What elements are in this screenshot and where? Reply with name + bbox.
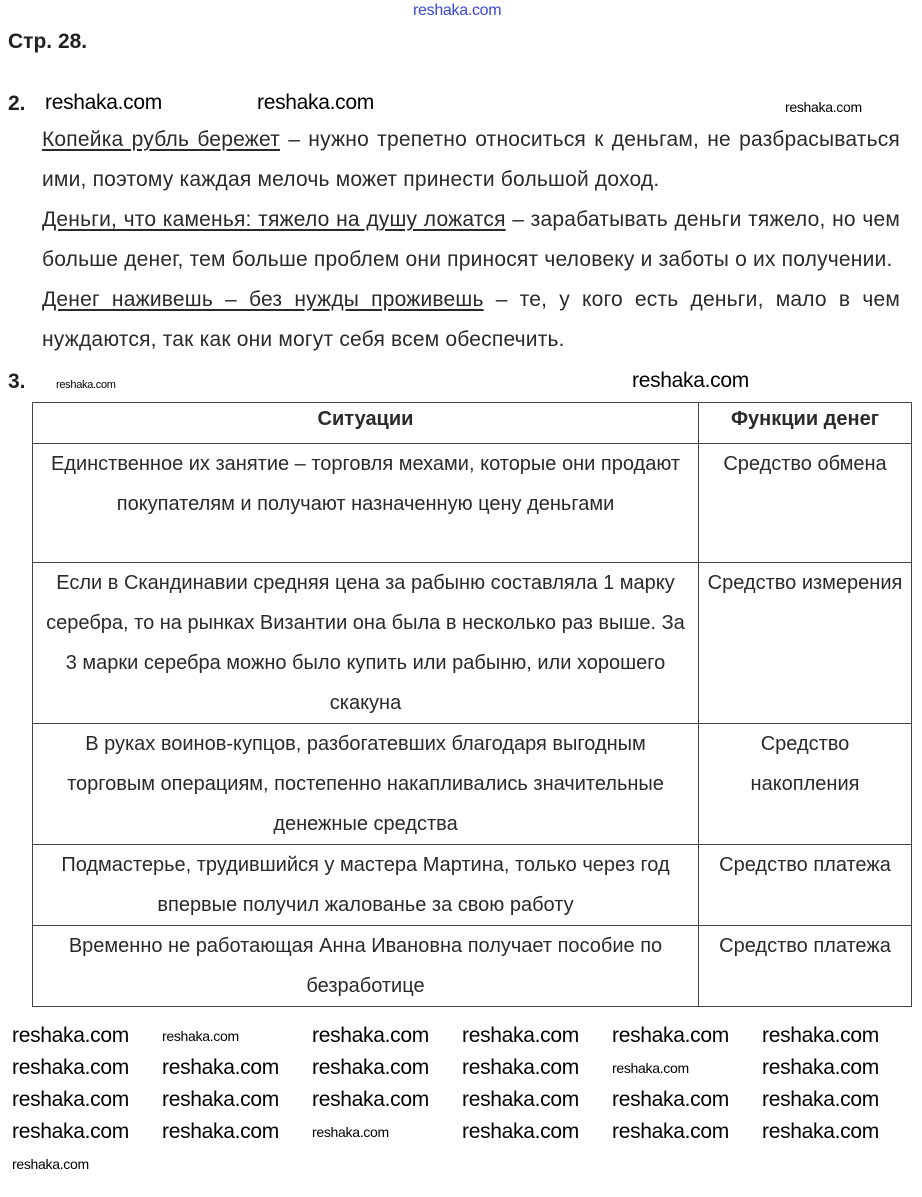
watermark: reshaka.com <box>612 1060 689 1076</box>
explanation: – нужно трепетно относиться к деньгам, не разбрасываться ими, поэтому каждая мелочь может принести большой доход. <box>42 128 901 191</box>
watermark: reshaka.com <box>413 2 502 19</box>
watermark: reshaka.com <box>762 1120 879 1143</box>
watermark: reshaka.com <box>462 1088 579 1111</box>
watermark: reshaka.com <box>162 1088 279 1111</box>
watermark: reshaka.com <box>312 1024 429 1047</box>
table-row <box>33 444 912 563</box>
watermark: reshaka.com <box>312 1088 429 1111</box>
watermark: reshaka.com <box>56 379 116 391</box>
task-2-item <box>42 280 900 360</box>
situation-cell: Временно не работающая Анна Ивановна получает пособие по безработице <box>33 926 699 1007</box>
watermark: reshaka.com <box>462 1120 579 1143</box>
watermark: reshaka.com <box>785 99 862 115</box>
watermark: reshaka.com <box>462 1056 579 1079</box>
header-situations: Ситуации <box>33 403 699 444</box>
proverb: Денег наживешь – без нужды проживешь <box>42 288 484 311</box>
watermark: reshaka.com <box>762 1088 879 1111</box>
watermark: reshaka.com <box>162 1056 279 1079</box>
watermark: reshaka.com <box>762 1056 879 1079</box>
task-3-heading-row <box>0 368 922 402</box>
explanation: – зарабатывать деньги тяжело, но чем больше денег, тем больше проблем они приносят человеку и заботы о их получении. <box>42 208 900 271</box>
situation-cell: Подмастерье, трудившийся у мастера Мартина, только через год впервые получил жалованье за свою работу <box>33 845 699 926</box>
watermark: reshaka.com <box>632 369 749 392</box>
task-2-item <box>42 120 900 200</box>
task-2-item <box>42 200 900 280</box>
proverb: Копейка рубль бережет <box>42 128 280 151</box>
watermark: reshaka.com <box>12 1120 129 1143</box>
table-row <box>33 845 912 926</box>
function-cell: Средство платежа <box>699 845 912 926</box>
function-cell: Средство накопления <box>699 724 912 845</box>
task-2-number: 2. <box>8 92 26 115</box>
watermark: reshaka.com <box>162 1028 239 1044</box>
table-header-row <box>33 403 912 444</box>
watermark: reshaka.com <box>12 1156 89 1172</box>
watermark: reshaka.com <box>612 1088 729 1111</box>
function-cell: Средство платежа <box>699 926 912 1007</box>
situation-cell: В руках воинов-купцов, разбогатевших благодаря выгодным торговым операциям, постепенно накапливались значительные денежные средства <box>33 724 699 845</box>
task-3-number: 3. <box>8 370 26 393</box>
watermark: reshaka.com <box>12 1024 129 1047</box>
watermark: reshaka.com <box>12 1056 129 1079</box>
proverb: Деньги, что каменья: тяжело на душу ложатся <box>42 208 506 231</box>
function-cell: Средство измерения <box>699 563 912 724</box>
watermark: reshaka.com <box>312 1124 389 1140</box>
watermark: reshaka.com <box>762 1024 879 1047</box>
watermark: reshaka.com <box>612 1024 729 1047</box>
watermark: reshaka.com <box>462 1024 579 1047</box>
table-row <box>33 563 912 724</box>
header-functions: Функции денег <box>699 403 912 444</box>
situation-cell: Единственное их занятие – торговля мехами, которые они продают покупателям и получают назначенную цену деньгами <box>33 444 699 563</box>
task-2-heading-row <box>0 90 922 120</box>
watermark: reshaka.com <box>12 1088 129 1111</box>
page-title: Стр. 28. <box>8 30 88 53</box>
situation-cell: Если в Скандинавии средняя цена за рабыню составляла 1 марку серебра, то на рынках Византии она была в несколько раз выше. За 3 марки серебра можно было купить или рабыню, или хорошего скакуна <box>33 563 699 724</box>
watermark: reshaka.com <box>612 1120 729 1143</box>
table-row <box>33 926 912 1007</box>
explanation: – те, у кого есть деньги, мало в чем нуждаются, так как они могут себя всем обеспечить. <box>42 288 900 351</box>
watermark: reshaka.com <box>45 91 162 114</box>
watermark: reshaka.com <box>162 1120 279 1143</box>
watermark: reshaka.com <box>257 91 374 114</box>
function-cell: Средство обмена <box>699 444 912 563</box>
watermark-strip <box>12 1023 922 1177</box>
table-row <box>33 724 912 845</box>
watermark: reshaka.com <box>312 1056 429 1079</box>
money-functions-table <box>32 402 912 1007</box>
